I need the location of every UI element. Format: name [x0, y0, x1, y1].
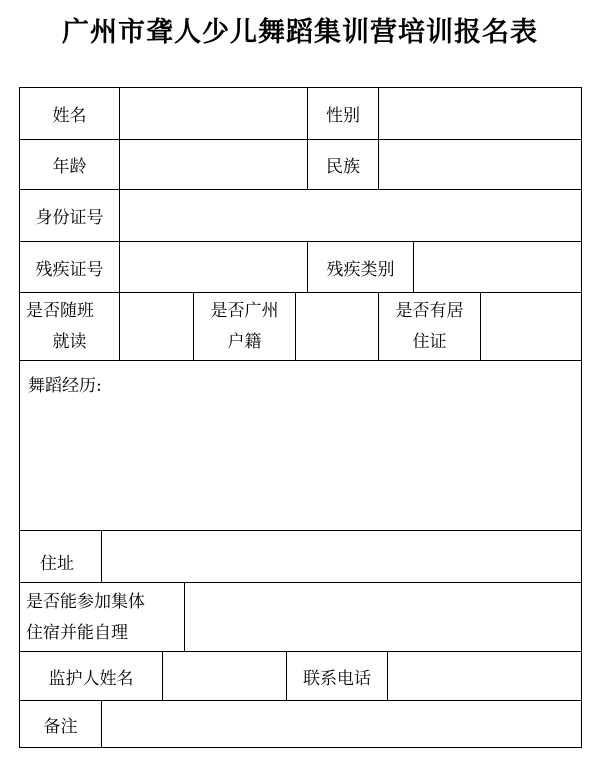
disability-id-label: 残疾证号	[35, 259, 104, 280]
group-stay-field[interactable]	[185, 583, 581, 651]
form-title: 广州市聋人少儿舞蹈集训营培训报名表	[62, 17, 538, 48]
ethnicity-field[interactable]	[379, 140, 581, 189]
phone-field[interactable]	[388, 652, 581, 700]
disability-type-label: 残疾类别	[326, 259, 395, 280]
remarks-field[interactable]	[102, 701, 581, 747]
gender-field[interactable]	[379, 88, 581, 139]
gz-hukou-label	[194, 293, 295, 360]
group-stay-label-line1: 是否能参加集体	[26, 591, 145, 612]
gz-hukou-label-line1: 是否广州	[210, 301, 279, 322]
age-field[interactable]	[120, 140, 307, 189]
regular-class-label-line1: 是否随班	[26, 301, 94, 322]
id-number-label: 身份证号	[35, 208, 104, 228]
group-stay-label	[20, 583, 184, 651]
disability-type-field[interactable]	[414, 242, 581, 292]
ethnicity-label: 民族	[326, 157, 360, 177]
address-label: 住址	[40, 554, 74, 574]
dance-experience-label: 舞蹈经历:	[28, 376, 102, 396]
disability-id-field[interactable]	[120, 242, 307, 292]
address-field[interactable]	[102, 531, 581, 582]
remarks-label: 备注	[43, 716, 78, 737]
group-stay-label-line2: 住宿并能自理	[26, 622, 128, 643]
regular-class-field[interactable]	[120, 293, 193, 360]
regular-class-label	[20, 293, 119, 360]
residence-permit-label-line1: 是否有居	[395, 301, 464, 322]
name-label: 姓名	[52, 106, 87, 126]
regular-class-label-line2: 就读	[52, 331, 87, 352]
phone-label: 联系电话	[303, 668, 371, 689]
residence-permit-field[interactable]	[481, 293, 581, 360]
dance-experience-field[interactable]	[28, 401, 573, 522]
id-number-field[interactable]	[120, 190, 581, 241]
age-label: 年龄	[52, 157, 87, 177]
residence-permit-label	[379, 293, 480, 360]
gender-label: 性别	[326, 106, 360, 126]
guardian-name-field[interactable]	[163, 652, 286, 700]
guardian-name-label: 监护人姓名	[48, 668, 134, 689]
name-field[interactable]	[120, 88, 307, 139]
gz-hukou-label-line2: 户籍	[227, 331, 262, 352]
dance-experience-section	[20, 361, 581, 530]
residence-permit-label-line2: 住证	[412, 331, 447, 352]
gz-hukou-field[interactable]	[296, 293, 378, 360]
